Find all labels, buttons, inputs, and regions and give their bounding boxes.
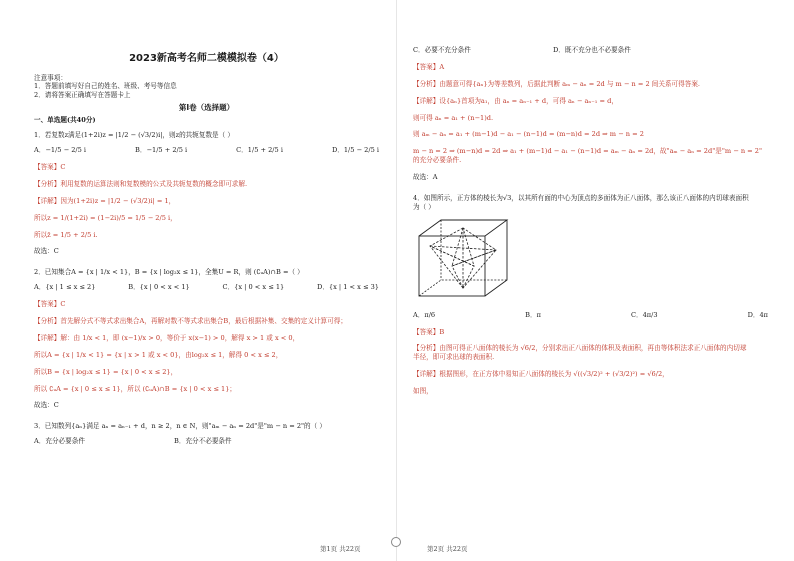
q2-option-a: A．{x | 1 ≤ x ≤ 2}: [34, 283, 96, 292]
q4-options: [413, 311, 768, 320]
q2-answer: 【答案】C: [34, 300, 66, 309]
q2-step: 所以B = {x | log₂x ≤ 1} = {x | 0 < x ≤ 2}，: [34, 367, 178, 376]
q1-step: 所以z = 1/(1+2i) = (1−2i)/5 = 1/5 − 2/5 i，: [34, 213, 177, 222]
q3-step: 则 aₘ − aₙ = a₁ + (m−1)d − a₁ − (n−1)d = (m−n)d = 2d ⇒ m − n = 2: [413, 130, 644, 139]
q3-options-right: [413, 46, 768, 55]
q2-step: 所以A = {x | 1/x < 1} = {x | x > 1 或 x < 0}，由log₂x ≤ 1，解得 0 < x ≤ 2，: [34, 350, 283, 359]
q1-option-b: B．−1/5 + 2/5 i: [135, 146, 188, 155]
q3-choice: 故选：A: [413, 173, 438, 182]
note-item: 2．请将答案正确填写在答题卡上: [34, 91, 131, 100]
q1-choice: 故选：C: [34, 247, 59, 256]
q4-option-c: C．4π/3: [630, 310, 658, 319]
q3-option-c: C．必要不充分条件: [413, 46, 471, 54]
q3-stem: 3．已知数列{aₙ}满足 aₙ = aₙ₋₁ + d，n ≥ 2，n ∈ N，则"aₘ − aₙ = 2d"是"m − n = 2"的（ ）: [34, 422, 326, 431]
q3-option-a: A．充分必要条件: [34, 437, 85, 446]
q1-step: 所以z̄ = 1/5 + 2/5 i.: [34, 230, 98, 239]
q4-option-a: A．π/6: [413, 310, 436, 319]
q3-step: 则可得 aₙ = a₁ + (n−1)d.: [413, 113, 494, 122]
q2-choice: 故选：C: [34, 401, 59, 410]
q4-detail-tail: 如图，: [413, 387, 433, 396]
section-heading: 一、单选题(共40分): [34, 116, 96, 125]
q4-stem: 4．如图所示，正方体的棱长为√3，以其所有面的中心为顶点的多面体为正八面体，那么该正八面体的内切球表面积: [413, 194, 749, 203]
q1-answer: 【答案】C: [34, 162, 66, 171]
q3-analysis: 【分析】由题意可得{aₙ}为等差数列，后据此判断 aₘ − aₙ = 2d 与 m − n = 2 间关系可得答案.: [413, 79, 701, 88]
note-item: 1．答题前填写好自己的姓名、班级、考号等信息: [34, 82, 177, 91]
q2-option-b: B．{x | 0 < x < 1}: [128, 283, 190, 292]
q4-detail: 【详解】根据图形，在正方体中易知正八面体的棱长为 √((√3/2)² + (√3/2)²) = √6/2，: [413, 370, 669, 379]
q1-options: [34, 146, 379, 155]
q2-stem: 2．已知集合A = {x | 1/x < 1}，B = {x | log₂x ≤ 1}，全集U = R，则 (∁ᵤA)∩B =（ ）: [34, 268, 304, 277]
q1-option-a: A．−1/5 − 2/5 i: [34, 146, 87, 155]
q1-detail: 【详解】因为(1+2i)z = |1/2 − (√3/2)i| = 1，: [34, 196, 176, 205]
right-column: [413, 46, 768, 396]
q4-stem-cont: 为（ ）: [413, 202, 435, 211]
right-page-footer: 第2页 共22页: [427, 545, 468, 553]
right-page: [397, 0, 794, 561]
q2-options: [34, 283, 379, 292]
part-heading: 第I卷（选择题）: [178, 103, 235, 113]
q4-option-d: D．4π: [747, 310, 768, 319]
q4-option-b: B．π: [525, 310, 541, 319]
q2-option-c: C．{x | 0 < x ≤ 1}: [222, 283, 285, 292]
q3-option-b: B．充分不必要条件: [174, 437, 232, 446]
q4-analysis-cont: 半径，即可求出球的表面积.: [413, 353, 495, 362]
q4-analysis: 【分析】由图可得正八面体的棱长为 √6/2，分别求出正八面体的体积及表面积，再由等体积法求正八面体的内切球: [413, 344, 747, 353]
q3-option-d: D．既不充分也不必要条件: [553, 46, 631, 54]
q1-analysis: 【分析】利用复数的运算法则和复数模的公式及共轭复数的概念即可求解.: [34, 179, 248, 188]
notes-heading: 注意事项：: [34, 73, 67, 82]
q3-answer: 【答案】A: [413, 62, 445, 71]
q2-step: 所以 ∁ᵤA = {x | 0 ≤ x ≤ 1}，所以 (∁ᵤA)∩B = {x | 0 < x ≤ 1}；: [34, 384, 237, 393]
q3-detail: 【详解】设{aₙ}首项为a₁，由 aₙ = aₙ₋₁ + d，可得 aₙ − aₙ₋₁ = d，: [413, 96, 618, 105]
left-page-footer: 第1页 共22页: [320, 545, 361, 553]
q1-stem: 1．若复数z满足(1+2i)z = |1/2 − (√3/2)i|，则z的共轭复数是（ ）: [34, 131, 234, 140]
q3-step: 的充分必要条件.: [413, 156, 462, 165]
q2-analysis: 【分析】首先解分式不等式求出集合A，再解对数不等式求出集合B，最后根据补集、交集的定义计算可得；: [34, 316, 347, 325]
cube-octahedron-figure: [417, 218, 509, 298]
q1-option-d: D．1/5 − 2/5 i: [331, 146, 379, 155]
exam-title: 2023新高考名师二模模拟卷（4）: [129, 53, 284, 64]
q4-answer: 【答案】B: [413, 327, 445, 336]
q3-step: m − n = 2 ⇒ (m−n)d = 2d ⇒ a₁ + (m−1)d − a₁ − (n−1)d = aₘ − aₙ = 2d，故"aₘ − aₙ = 2d"是"m − n = 2": [413, 147, 763, 156]
q3-options-left: [34, 437, 379, 446]
q2-option-d: D．{x | 1 < x ≤ 3}: [317, 283, 379, 292]
q2-detail: 【详解】解：由 1/x < 1，即 (x−1)/x > 0，等价于 x(x−1) > 0，解得 x > 1 或 x < 0，: [34, 333, 300, 342]
left-column: [34, 44, 379, 446]
q1-option-c: C．1/5 + 2/5 i: [236, 146, 283, 155]
